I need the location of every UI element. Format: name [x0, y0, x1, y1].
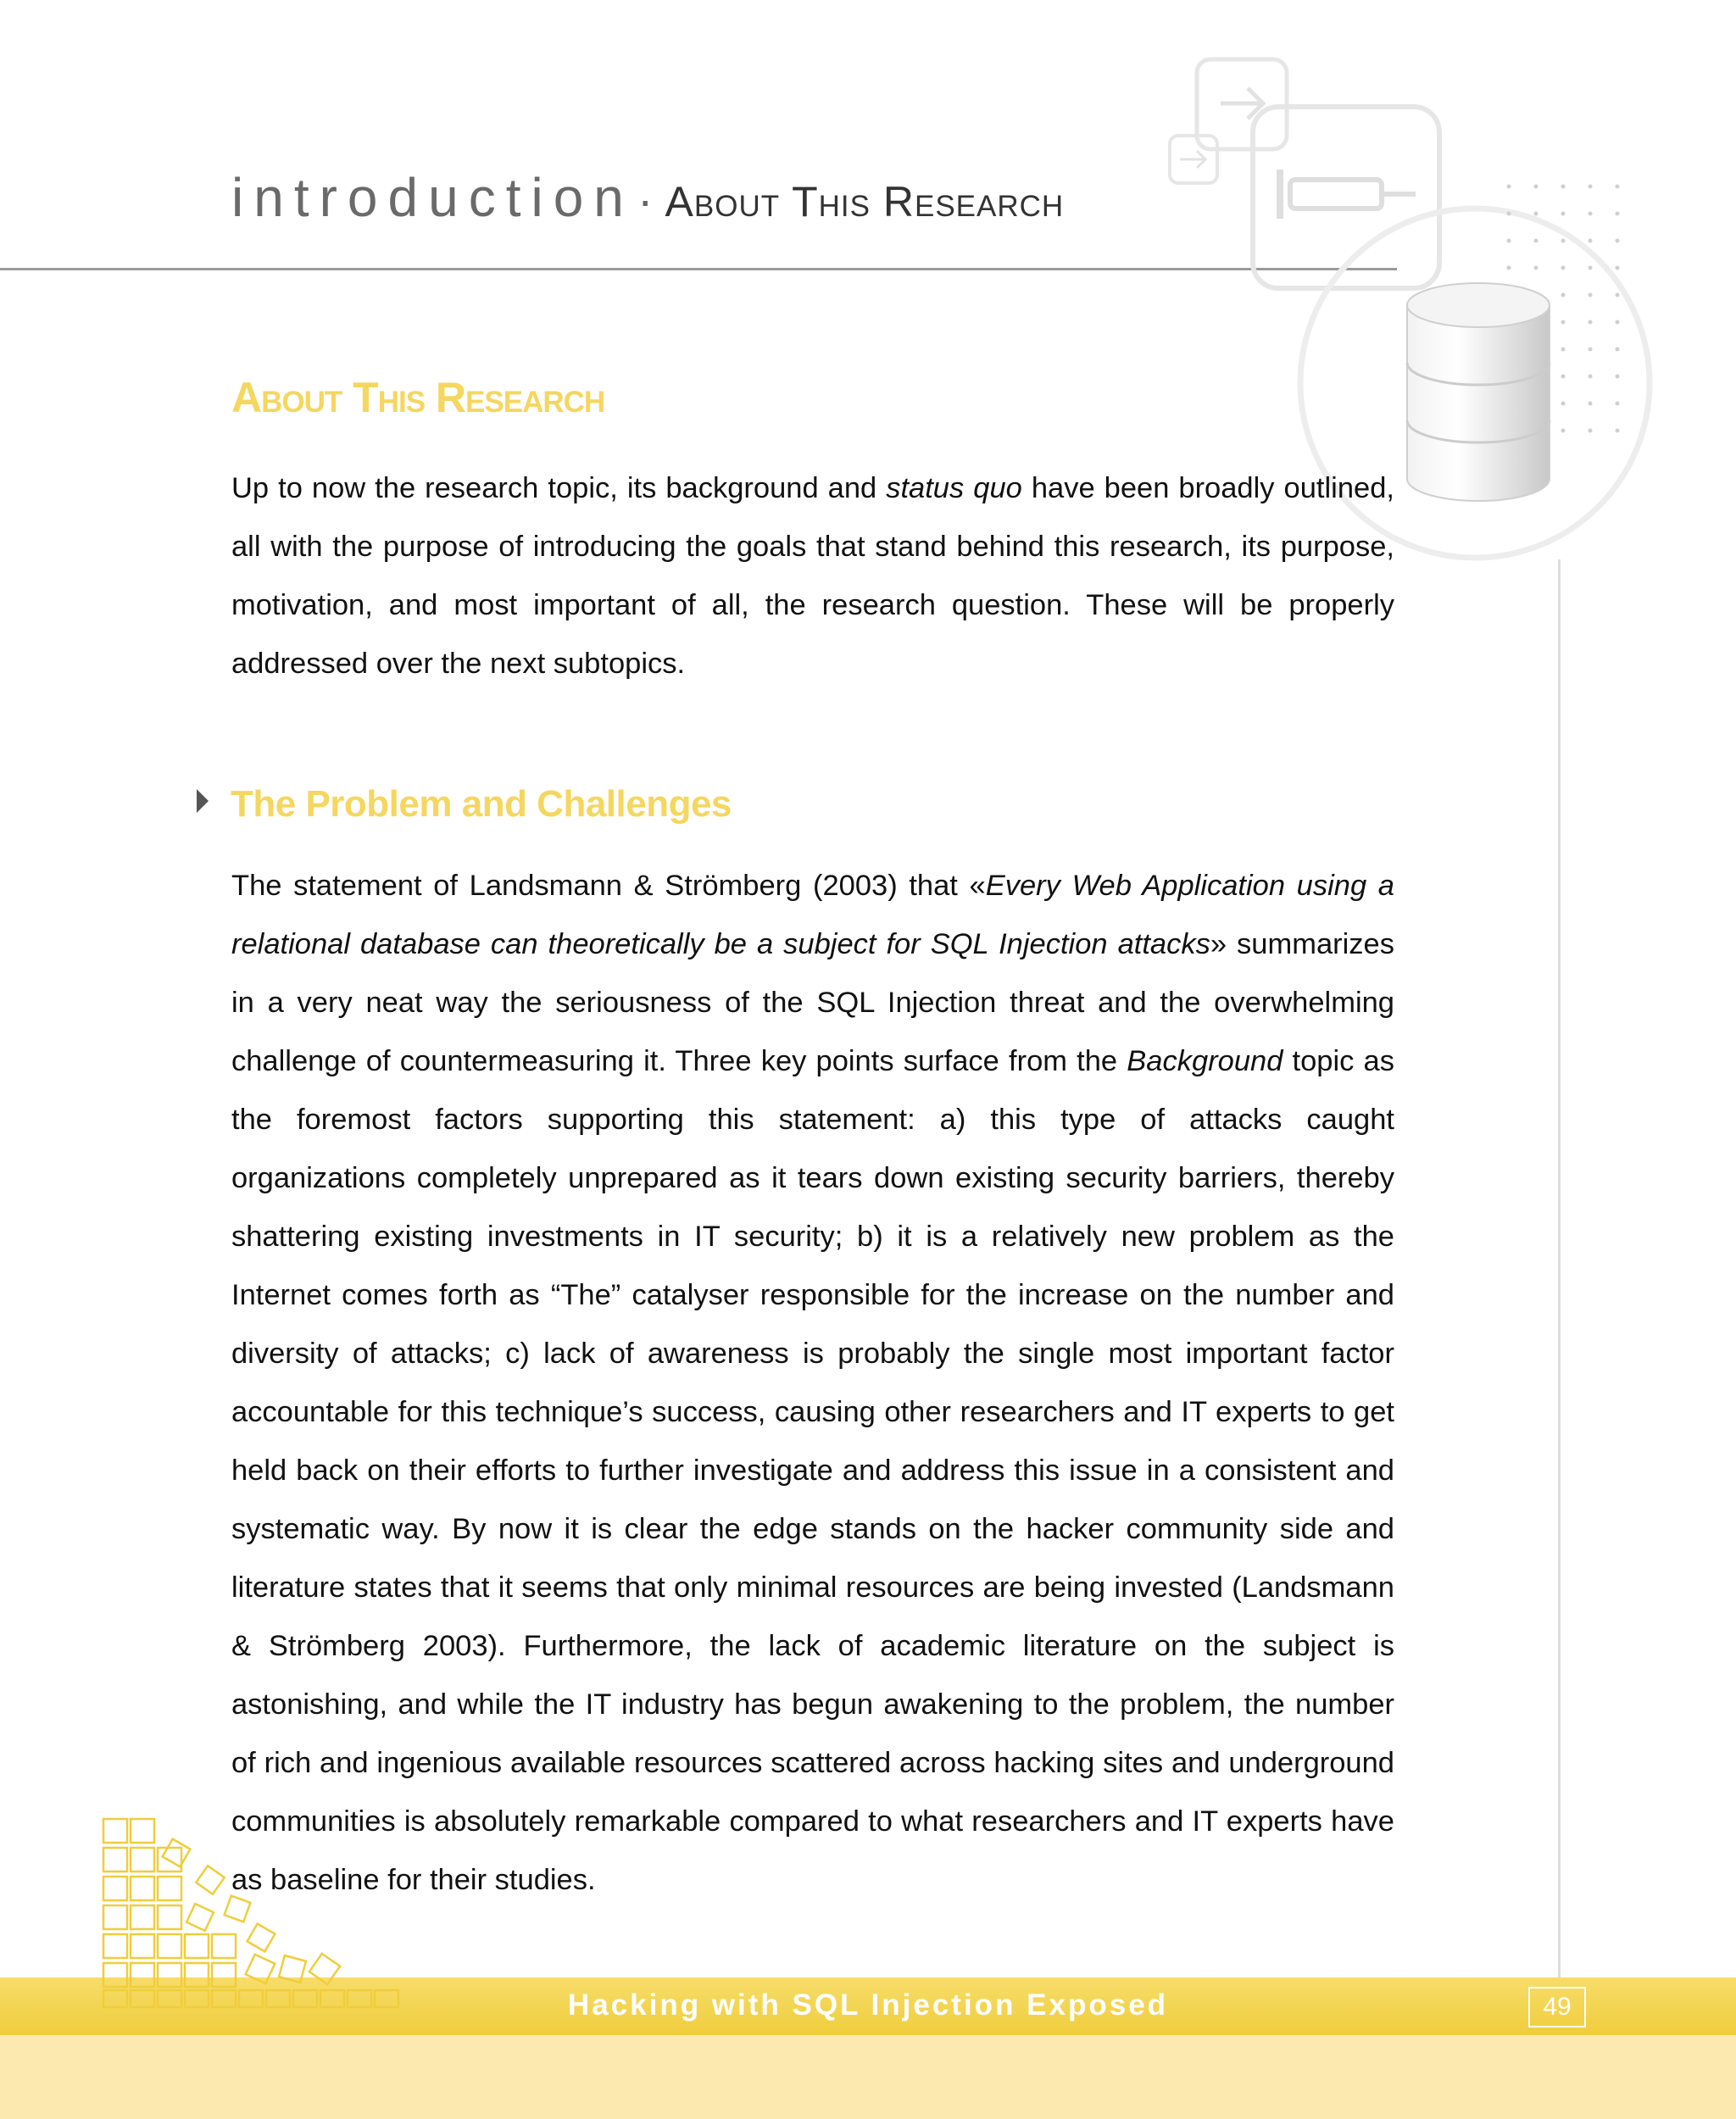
footer-lower-band — [0, 2035, 1736, 2119]
chapter-name: introduction — [231, 167, 634, 228]
header-subtitle: About This Research — [665, 178, 1065, 225]
margin-line — [1558, 559, 1561, 1979]
page-number: 49 — [1528, 1987, 1586, 2027]
header-separator: · — [637, 173, 654, 226]
main-paragraph: The statement of Landsmann & Strömberg (2003) that «Every Web Application using a relational database can theoretically be a subject for SQL Injection attacks» summarizes in a very neat way the seriousness of the SQL Injection threat and the overwhelming challenge of countermeasuring it. Three key points surface from the Background topic as the foremost factors supporting this statement: a) this type of attacks caught organizations completely unprepared as it tears down existing security barriers, thereby shattering existing investments in IT security; b) it is a relatively new problem as the Internet comes forth as “The” catalyser responsible for the increase on the number and diversity of attacks; c) lack of awareness is probably the single most important factor accountable for this technique’s success, causing other researchers and IT experts to get held back on their efforts to further investigate and address this issue in a consistent and systematic way. By now it is clear the edge stands on the hacker community side and literature states that it seems that only minimal resources are being invested (Landsmann & Strömberg 2003). Furthermore, the lack of academic literature on the subject is astonishing, and while the IT industry has begun awakening to the problem, the number of rich and ingenious available resources scattered across hacking sites and underground communities is absolutely remarkable compared to what researchers and IT experts have as baseline for their studies. — [231, 870, 1394, 1896]
subsection-title: The Problem and Challenges — [231, 783, 732, 825]
arrow-icon — [1170, 59, 1287, 183]
database-icon — [1407, 283, 1550, 501]
footer-book-title: Hacking with SQL Injection Exposed — [567, 1988, 1169, 2022]
intro-paragraph: Up to now the research topic, its background and status quo have been broadly outlined, all with the purpose of introducing the goals that stand behind this research, its purpose, motivation, and most important of all, the research question. These will be properly addressed over the next subtopics. — [231, 472, 1394, 680]
subsection-heading — [197, 783, 732, 834]
section-title: About This Research — [231, 374, 605, 421]
chapter-header — [231, 166, 1064, 242]
triangle-bullet-icon — [197, 789, 209, 813]
squares-decoration — [100, 1805, 422, 2009]
